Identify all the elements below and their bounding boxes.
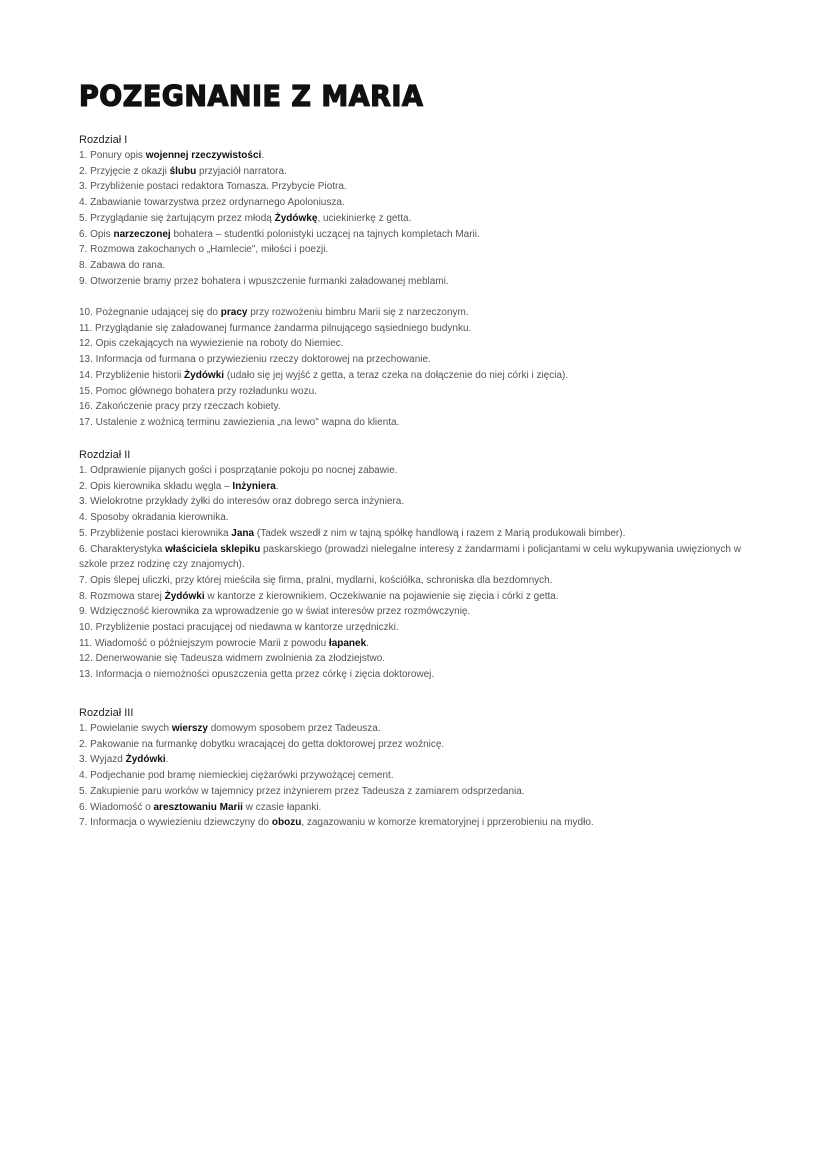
item-text: , uciekinierkę z getta.	[317, 212, 412, 224]
emphasized-term: Żydówki	[184, 369, 225, 381]
item-text: 5. Przybliżenie postaci kierownika	[79, 527, 232, 539]
emphasized-term: ślubu	[169, 165, 197, 177]
chapter-1-section	[79, 132, 759, 431]
item-text: 6. Charakterystyka	[79, 543, 166, 555]
list-item	[79, 148, 759, 164]
emphasized-term: Inżyniera	[232, 480, 276, 492]
list-item	[79, 784, 759, 800]
item-text: 11. Wiadomość o późniejszym powrocie Marii z powodu	[79, 637, 329, 649]
emphasized-term: łapanek	[328, 637, 367, 649]
item-text: 7. Opis ślepej uliczki, przy której mieściła się firma, pralni, mydlarni, kościółka, schroniska dla bezdomnych.	[79, 574, 553, 586]
item-text: 2. Pakowanie na furmankę dobytku wracającej do getta doktorowej przez woźnicę.	[79, 738, 445, 750]
item-text: 5. Przyglądanie się żartującym przez młodą	[79, 212, 275, 224]
item-text: 1. Powielanie swych	[79, 723, 172, 734]
list-item	[79, 667, 759, 683]
document-title: POZEGNANIE Z MARIA	[79, 81, 424, 114]
item-text: w czasie łapanki.	[242, 801, 322, 813]
list-item	[79, 800, 759, 816]
list-item	[79, 211, 759, 227]
list-item	[79, 589, 759, 605]
item-text: 3. Przybliżenie postaci redaktora Tomasza. Przybycie Piotra.	[79, 181, 347, 193]
item-text: 12. Opis czekających na wywiezienie na roboty do Niemiec.	[79, 338, 344, 350]
list-item	[79, 752, 759, 768]
item-text: domowym sposobem przez Tadeusza.	[207, 723, 381, 734]
item-text: (Tadek wszedł z nim w tajną spółkę handlową i razem z Marią produkowali bimber).	[254, 527, 626, 539]
list-item	[79, 305, 759, 321]
item-text: 4. Zabawianie towarzystwa przez ordynarnego Apoloniusza.	[79, 197, 345, 209]
list-item	[79, 195, 759, 211]
item-text: 9. Otworzenie bramy przez bohatera i wpuszczenie furmanki załadowanej meblami.	[79, 275, 449, 287]
list-item	[79, 573, 759, 589]
list-item	[79, 651, 759, 667]
emphasized-term: Jana	[231, 527, 255, 539]
emphasized-term: wierszy	[171, 723, 208, 734]
list-item	[79, 526, 759, 542]
list-item	[79, 321, 759, 337]
emphasized-term: pracy	[220, 307, 248, 319]
item-text: 13. Informacja o niemożności opuszczenia getta przez córkę i zięcia doktorowej.	[79, 669, 435, 681]
item-text: 13. Informacja od furmana o przywiezieniu rzeczy doktorowej na przechowanie.	[79, 354, 431, 366]
item-text: 3. Wyjazd	[79, 754, 126, 766]
item-text: 14. Przybliżenie historii	[79, 369, 185, 381]
emphasized-term: aresztowaniu Marii	[153, 801, 243, 813]
item-text: .	[275, 480, 279, 492]
item-text: , zagazowaniu w komorze krematoryjnej i pprzerobieniu na mydło.	[301, 817, 594, 829]
item-text: 12. Denerwowanie się Tadeusza widmem zwolnienia za złodziejstwo.	[79, 653, 386, 665]
item-text: 17. Ustalenie z woźnicą terminu zawiezienia „na lewo" wapna do klienta.	[79, 416, 400, 428]
emphasized-term: narzeczonej	[113, 228, 171, 240]
list-item	[79, 179, 759, 195]
item-text: 2. Przyjęcie z okazji	[79, 165, 170, 177]
item-text: 15. Pomoc głównego bohatera przy rozładunku wozu.	[79, 385, 317, 397]
list-item	[79, 620, 759, 636]
item-text: 1. Odprawienie pijanych gości i posprzątanie pokoju po nocnej zabawie.	[79, 465, 398, 476]
list-item	[79, 415, 759, 431]
item-text: 3. Wielokrotne przykłady żyłki do interesów oraz dobrego serca inżyniera.	[79, 496, 405, 508]
item-text: 8. Zabawa do rana.	[79, 259, 166, 271]
item-text: (udało się jej wyjść z getta, a teraz czeka na dołączenie do niej córki i zięcia).	[224, 369, 569, 381]
item-text: 6. Opis	[79, 228, 114, 240]
list-item	[79, 164, 759, 180]
list-item	[79, 463, 759, 479]
item-text: 8. Rozmowa starej	[79, 590, 165, 602]
emphasized-term: Żydówkę	[274, 212, 318, 224]
item-text: 7. Informacja o wywiezieniu dziewczyny do	[79, 817, 272, 829]
item-text: 4. Podjechanie pod bramę niemieckiej ciężarówki przywożącej cement.	[79, 770, 394, 782]
item-text: przy rozwożeniu bimbru Marii się z narzeczonym.	[247, 307, 469, 319]
list-item	[79, 274, 759, 290]
item-text: 11. Przyglądanie się załadowanej furmance żandarma pilnującego sąsiedniego budynku.	[79, 322, 472, 334]
item-text: .	[261, 150, 265, 161]
item-text: 9. Wdzięczność kierownika za wprowadzenie go w świat interesów przez rozmówczynię.	[79, 606, 471, 618]
item-text: .	[366, 637, 369, 649]
list-item	[79, 479, 759, 495]
emphasized-term: obozu	[271, 817, 302, 829]
emphasized-term: Żydówki	[164, 590, 205, 602]
list-item	[79, 768, 759, 784]
chapter-2-section	[79, 447, 759, 683]
list-item	[79, 242, 759, 258]
list-item	[79, 368, 759, 384]
chapter-3-list	[79, 721, 759, 831]
list-item	[79, 494, 759, 510]
chapter-heading: Rozdział II	[79, 449, 131, 461]
list-item	[79, 815, 759, 831]
chapter-2-list	[79, 463, 759, 683]
item-text: paskarskiego (prowadzi nielegalne interesy z żandarmami i policjantami w celu wykupywania uwięzionych w szkole przez rodzinę czy znajomych).	[79, 543, 741, 571]
chapter-heading: Rozdział III	[79, 707, 134, 719]
item-text: 6. Wiadomość o	[79, 801, 154, 813]
chapter-heading: Rozdział I	[79, 134, 128, 146]
list-item	[79, 604, 759, 620]
item-text: w kantorze z kierownikiem. Oczekiwanie na pojawienie się zięcia i córki z getta.	[204, 590, 559, 602]
item-text: 1. Ponury opis	[79, 150, 146, 161]
emphasized-term: Żydówki	[125, 754, 166, 766]
emphasized-term: właściciela sklepiku	[165, 543, 261, 555]
item-text: 2. Opis kierownika składu węgla –	[79, 480, 233, 492]
list-item	[79, 384, 759, 400]
list-item	[79, 542, 759, 573]
list-item	[79, 258, 759, 274]
list-item	[79, 399, 759, 415]
item-text: 10. Pożegnanie udającej się do	[79, 307, 221, 319]
item-text: 5. Zakupienie paru worków w tajemnicy przez inżynierem przez Tadeusza z zamiarem odsprzedania.	[79, 785, 525, 797]
list-item	[79, 737, 759, 753]
list-item	[79, 721, 759, 737]
list-item	[79, 227, 759, 243]
item-text: 16. Zakończenie pracy przy rzeczach kobiety.	[79, 401, 281, 413]
list-item	[79, 510, 759, 526]
list-item	[79, 636, 759, 652]
emphasized-term: wojennej rzeczywistości	[145, 150, 262, 161]
item-text: 7. Rozmowa zakochanych o „Hamlecie", miłości i poezji.	[79, 244, 329, 256]
list-item	[79, 336, 759, 352]
item-text: 10. Przybliżenie postaci pracującej od niedawna w kantorze urzędniczki.	[79, 622, 399, 634]
chapter-3-section	[79, 705, 759, 831]
item-text: bohatera – studentki polonistyki uczącej na tajnych kompletach Marii.	[170, 228, 480, 240]
chapter-1-list	[79, 148, 759, 431]
list-item	[79, 352, 759, 368]
item-text: .	[165, 754, 169, 766]
item-text: 4. Sposoby okradania kierownika.	[79, 512, 229, 524]
item-text: przyjaciół narratora.	[196, 165, 287, 177]
